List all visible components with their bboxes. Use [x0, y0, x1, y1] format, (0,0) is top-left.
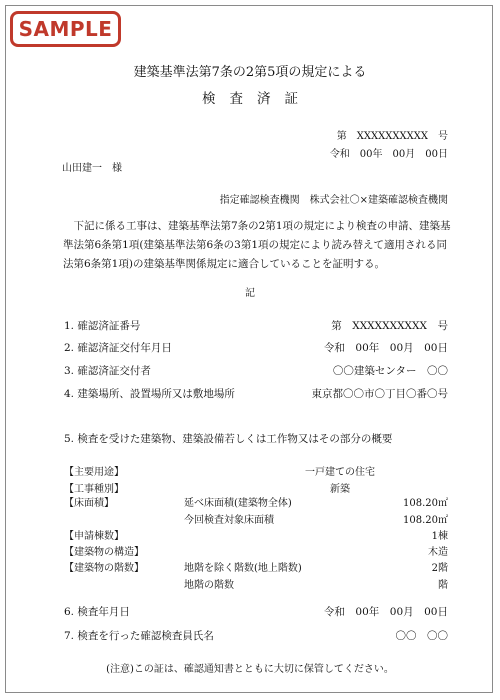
item-1-value: 第 XXXXXXXXXX 号 — [331, 320, 448, 332]
row-total-floor-area-label: 延べ床面積(建築物全体) — [184, 498, 292, 509]
item-3-value: 〇〇建築センター 〇〇 — [332, 365, 448, 377]
footer-note: (注意)この証は、確認通知書とともに大切に保管してください。 — [106, 664, 394, 675]
row-basement-floors-value: 階 — [438, 580, 448, 591]
row-inspected-floor-area-label: 今回検査対象床面積 — [184, 515, 274, 526]
row-basement-floors-label: 地階の階数 — [184, 580, 234, 591]
row-structure-value: 木造 — [428, 547, 448, 558]
issuer-name: 指定確認検査機関 株式会社〇×建築確認検査機関 — [219, 195, 448, 206]
document-date: 令和 00年 00月 00日 — [329, 149, 448, 160]
item-1-label: 1. 確認済証番号 — [64, 320, 141, 332]
row-work-type-label: 【工事種別】 — [64, 484, 124, 495]
section-5-heading: 5. 検査を受けた建築物、建築設備若しくは工作物又はその部分の概要 — [64, 433, 393, 445]
item-4-value: 東京都〇〇市〇丁目〇番〇号 — [311, 388, 448, 400]
row-building-count-label: 【申請棟数】 — [64, 531, 124, 542]
sample-stamp: SAMPLE — [10, 11, 121, 47]
item-2-label: 2. 確認済証交付年月日 — [64, 342, 172, 354]
row-floors-label: 【建築物の階数】 — [64, 563, 144, 574]
item-6-label: 6. 検査年月日 — [64, 606, 130, 618]
certification-paragraph: 下記に係る工事は、建築基準法第7条の2第1項の規定により検査の申請、建築基準法第6条第1項(建築基準法第6条の3第1項の規定により読み替えて適用される同法第6条第1項)の建築基準関係規定に適合していることを証明する。 — [63, 220, 451, 270]
row-building-count-value: 1棟 — [431, 531, 448, 542]
row-structure-label: 【建築物の構造】 — [64, 547, 144, 558]
title-line-1: 建築基準法第7条の2第5項の規定による — [133, 65, 367, 80]
row-work-type-value: 新築 — [330, 484, 350, 495]
document-title: 検査済証 — [202, 91, 312, 107]
item-6-value: 令和 00年 00月 00日 — [323, 606, 448, 618]
row-main-use-label: 【主要用途】 — [64, 467, 124, 478]
document-number: 第 XXXXXXXXXX 号 — [336, 131, 448, 142]
row-total-floor-area-value: 108.20㎡ — [403, 498, 448, 509]
row-above-ground-floors-label: 地階を除く階数(地上階数) — [184, 563, 302, 574]
item-7-label: 7. 検査を行った確認検査員氏名 — [64, 630, 214, 642]
row-inspected-floor-area-value: 108.20㎡ — [403, 515, 448, 526]
item-4-label: 4. 建築場所、設置場所又は敷地場所 — [64, 388, 235, 400]
row-floor-area-label: 【床面積】 — [64, 498, 114, 509]
row-above-ground-floors-value: 2階 — [431, 563, 448, 574]
row-main-use-value: 一戸建ての住宅 — [305, 467, 375, 478]
ki-heading: 記 — [245, 288, 255, 299]
item-2-value: 令和 00年 00月 00日 — [323, 342, 448, 354]
recipient-name: 山田建一 様 — [62, 163, 122, 174]
item-7-value: 〇〇 〇〇 — [395, 630, 448, 642]
item-3-label: 3. 確認済証交付者 — [64, 365, 151, 377]
